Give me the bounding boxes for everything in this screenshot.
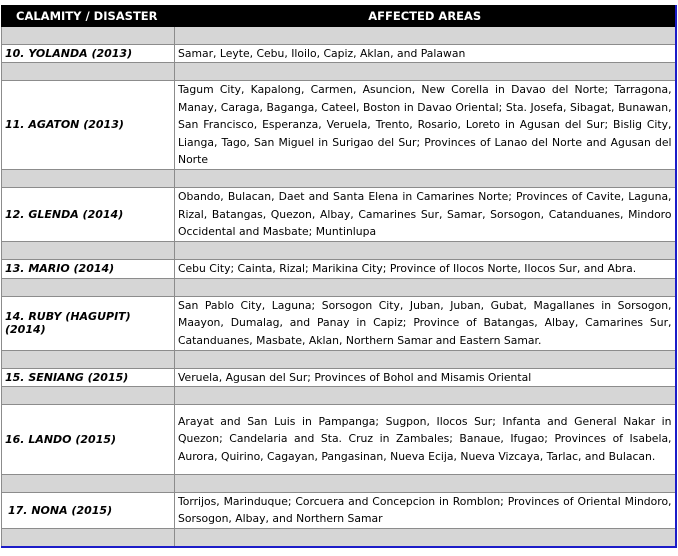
column-header-calamity: CALAMITY / DISASTER — [2, 6, 175, 27]
spacer-row — [2, 63, 676, 81]
calamity-name-cell: 15. SENIANG (2015) — [2, 368, 175, 386]
affected-areas-cell: Obando, Bulacan, Daet and Santa Elena in Camarines Norte; Provinces of Cavite, Laguna, Rizal, Batangas, Quezon, Albay, Camarines Sur, Samar, Sorsogon, Catanduanes, Mindoro Occidental and Masbate; Muntinlupa — [175, 187, 676, 241]
table-row-glenda — [2, 187, 676, 241]
table-row-agaton — [2, 81, 676, 170]
column-header-affected-areas: AFFECTED AREAS — [175, 6, 676, 27]
table-row-yolanda — [2, 45, 676, 63]
calamity-name-cell: 16. LANDO (2015) — [2, 404, 175, 474]
affected-areas-cell: Arayat and San Luis in Pampanga; Sugpon, Ilocos Sur; Infanta and General Nakar in Quezon; Candelaria and Sta. Cruz in Zambales; Banaue, Ifugao; Provinces of Isabela, Aurora, Quirino, Cagayan, Pangasinan, Nueva Ecija, Nueva Vizcaya, Tarlac, and Bulacan. — [175, 404, 676, 474]
calamity-name-cell: 17. NONA (2015) — [2, 492, 175, 528]
calamity-name-cell: 13. MARIO (2014) — [2, 259, 175, 278]
calamity-name-cell: 11. AGATON (2013) — [2, 81, 175, 170]
table-row-ruby — [2, 296, 676, 350]
spacer-row — [2, 350, 676, 368]
calamity-name-cell: 10. YOLANDA (2013) — [2, 45, 175, 63]
spacer-row — [2, 27, 676, 45]
table-row-lando — [2, 404, 676, 474]
calamity-name-cell: 12. GLENDA (2014) — [2, 187, 175, 241]
calamity-table — [1, 5, 677, 548]
spacer-row — [2, 169, 676, 187]
header-row — [2, 6, 676, 27]
affected-areas-cell: Torrijos, Marinduque; Corcuera and Concepcion in Romblon; Provinces of Oriental Mindoro, Sorsogon, Albay, and Northern Samar — [175, 492, 676, 528]
affected-areas-cell: Veruela, Agusan del Sur; Provinces of Bohol and Misamis Oriental — [175, 368, 676, 386]
affected-areas-cell: Samar, Leyte, Cebu, Iloilo, Capiz, Aklan, and Palawan — [175, 45, 676, 63]
spacer-row — [2, 241, 676, 259]
table-row-nona — [2, 492, 676, 528]
calamity-name-cell: 14. RUBY (HAGUPIT) (2014) — [2, 296, 175, 350]
affected-areas-cell: Cebu City; Cainta, Rizal; Marikina City; Province of Ilocos Norte, Ilocos Sur, and Abra. — [175, 259, 676, 278]
spacer-row — [2, 474, 676, 492]
spacer-row — [2, 386, 676, 404]
affected-areas-cell: San Pablo City, Laguna; Sorsogon City, Juban, Juban, Gubat, Magallanes in Sorsogon, Maayon, Dumalag, and Panay in Capiz; Province of Batangas, Albay, Camarines Sur, Catanduanes, Masbate, Aklan, Northern Samar and Eastern Samar. — [175, 296, 676, 350]
affected-areas-cell: Tagum City, Kapalong, Carmen, Asuncion, New Corella in Davao del Norte; Tarragona, Manay, Caraga, Baganga, Cateel, Boston in Davao Oriental; Sta. Josefa, Sibagat, Bunawan, San Francisco, Esperanza, Veruela, Trento, Rosario, Loreto in Agusan del Sur; Bislig City, Lianga, Tago, San Miguel in Surigao del Sur; Provinces of Lanao del Norte and Agusan del Norte — [175, 81, 676, 170]
spacer-row — [2, 528, 676, 547]
spacer-row — [2, 278, 676, 296]
table-row-seniang — [2, 368, 676, 386]
table-row-mario — [2, 259, 676, 278]
